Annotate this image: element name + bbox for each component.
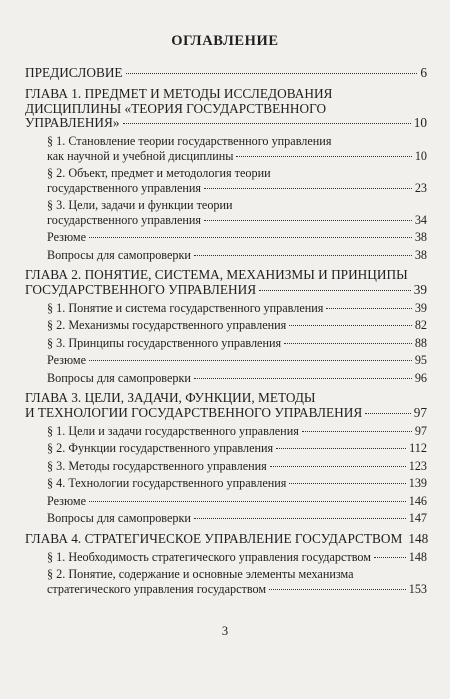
dot-leader [204, 188, 412, 189]
toc-page-number: 88 [414, 335, 427, 350]
toc-page-number: 38 [414, 230, 427, 245]
toc-entry-line [25, 532, 427, 547]
toc-page-number: 148 [408, 530, 429, 546]
toc-entry-line: § 2. Понятие, содержание и основные элементы механизма [47, 567, 354, 582]
toc-entry-line [47, 230, 427, 245]
dot-leader [269, 589, 406, 590]
toc-entry-text: § 2. Механизмы государственного управления [47, 318, 287, 333]
dot-leader [123, 123, 411, 124]
dot-leader [374, 557, 406, 558]
toc-chapter-entry [25, 268, 427, 298]
toc-entry-text: Вопросы для самопроверки [47, 247, 191, 262]
table-of-contents [25, 66, 427, 596]
toc-section-entry [25, 511, 427, 526]
toc-entry-text: УПРАВЛЕНИЯ» [25, 115, 120, 131]
toc-entry-text: ПРЕДИСЛОВИЕ [25, 65, 123, 80]
toc-page-number: 6 [420, 65, 427, 80]
toc-entry-text: § 1. Необходимость стратегического управления государством [47, 549, 371, 564]
toc-entry-line [47, 336, 427, 351]
toc-section-entry [25, 166, 427, 195]
toc-page-number: 97 [413, 405, 427, 421]
toc-entry-line [47, 424, 427, 439]
toc-entry-line [47, 353, 427, 368]
toc-entry-line [47, 318, 427, 333]
toc-entry-text: государственного управления [47, 180, 202, 195]
toc-entry-text: Вопросы для самопроверки [47, 511, 191, 526]
toc-entry-line [47, 301, 427, 316]
toc-entry-text: Резюме [47, 353, 87, 368]
toc-page-number: 146 [408, 493, 427, 508]
toc-page-number: 82 [414, 318, 427, 333]
toc-entry-text: как научной и учебной дисциплины [47, 148, 234, 163]
toc-entry-line: § 3. Цели, задачи и функции теории [47, 198, 233, 213]
dot-leader [276, 448, 406, 449]
toc-entry-line [47, 181, 427, 196]
toc-section-entry [25, 336, 427, 351]
toc-section-entry [25, 567, 427, 596]
toc-entry-line [47, 459, 427, 474]
toc-entry-line: ГЛАВА 1. ПРЕДМЕТ И МЕТОДЫ ИССЛЕДОВАНИЯ [25, 85, 333, 101]
toc-entry-line [25, 406, 427, 421]
dot-leader [365, 413, 410, 414]
toc-page-number: 39 [414, 300, 427, 315]
toc-page-number: 34 [414, 212, 427, 227]
toc-chapter-entry [25, 532, 427, 547]
dot-leader [259, 290, 411, 291]
toc-entry-text: § 2. Функции государственного управления [47, 441, 274, 456]
toc-chapter-entry [25, 391, 427, 421]
dot-leader [326, 308, 411, 309]
toc-entry-line [47, 476, 427, 491]
toc-entry-text: Резюме [47, 493, 87, 508]
toc-page-number: 147 [408, 511, 427, 526]
toc-entry-text: ГЛАВА 4. СТРАТЕГИЧЕСКОЕ УПРАВЛЕНИЕ ГОСУДАРСТВОМ [25, 530, 403, 546]
dot-leader [270, 466, 406, 467]
toc-entry-line [47, 441, 427, 456]
toc-entry-line [47, 550, 427, 565]
toc-entry-text: Резюме [47, 230, 87, 245]
toc-section-entry [25, 230, 427, 245]
dot-leader [194, 255, 412, 256]
toc-page-number: 10 [414, 148, 427, 163]
toc-entry-text: ГОСУДАРСТВЕННОГО УПРАВЛЕНИЯ [25, 281, 257, 297]
toc-entry-text: § 4. Технологии государственного управления [47, 476, 287, 491]
toc-entry-line [47, 213, 427, 228]
toc-entry-line [47, 511, 427, 526]
toc-section-entry [25, 371, 427, 386]
dot-leader [289, 325, 412, 326]
toc-page-number: 139 [408, 476, 427, 491]
toc-entry-text: § 3. Методы государственного управления [47, 458, 267, 473]
toc-page-number: 38 [414, 247, 427, 262]
toc-section-entry [25, 424, 427, 439]
toc-section-entry [25, 459, 427, 474]
toc-page-number: 123 [408, 458, 427, 473]
toc-section-entry [25, 550, 427, 565]
toc-section-entry [25, 494, 427, 509]
toc-section-entry [25, 353, 427, 368]
toc-entry-line: ДИСЦИПЛИНЫ «ТЕОРИЯ ГОСУДАРСТВЕННОГО [25, 100, 327, 116]
page-number: 3 [221, 624, 229, 638]
toc-entry-text: § 1. Понятие и система государственного управления [47, 300, 324, 315]
dot-leader [204, 220, 412, 221]
toc-entry-line: § 1. Становление теории государственного управления [47, 134, 332, 149]
dot-leader [89, 360, 412, 361]
toc-page-number: 23 [414, 180, 427, 195]
toc-page-number: 95 [414, 353, 427, 368]
toc-entry-line: ГЛАВА 2. ПОНЯТИЕ, СИСТЕМА, МЕХАНИЗМЫ И ПРИНЦИПЫ [25, 267, 408, 283]
toc-entry-text: § 3. Принципы государственного управления [47, 335, 282, 350]
toc-page-number: 96 [414, 370, 427, 385]
dot-leader [89, 501, 406, 502]
toc-section-entry [25, 198, 427, 227]
dot-leader [284, 343, 412, 344]
toc-chapter-entry [25, 87, 427, 131]
toc-entry-line: ГЛАВА 3. ЦЕЛИ, ЗАДАЧИ, ФУНКЦИИ, МЕТОДЫ [25, 390, 316, 406]
toc-page-number: 148 [408, 549, 427, 564]
toc-page-number: 97 [414, 423, 427, 438]
toc-section-entry [25, 476, 427, 491]
toc-section-entry [25, 134, 427, 163]
dot-leader [126, 73, 418, 74]
toc-entry-text: § 1. Цели и задачи государственного управления [47, 423, 299, 438]
toc-section-entry [25, 441, 427, 456]
toc-page-number: 153 [408, 581, 427, 596]
toc-entry-line [25, 116, 427, 131]
toc-page-number: 39 [413, 281, 427, 297]
toc-page-number: 10 [413, 115, 427, 131]
dot-leader [289, 483, 405, 484]
toc-page-number: 112 [409, 441, 427, 456]
toc-section-entry [25, 248, 427, 263]
toc-entry-line [47, 248, 427, 263]
toc-chapter-entry [25, 66, 427, 81]
toc-entry-line [25, 66, 427, 81]
toc-entry-text: государственного управления [47, 212, 202, 227]
toc-entry-line [47, 582, 427, 597]
dot-leader [236, 156, 411, 157]
dot-leader [89, 237, 412, 238]
toc-entry-line [47, 149, 427, 164]
dot-leader [194, 378, 412, 379]
toc-section-entry [25, 318, 427, 333]
toc-entry-line [47, 371, 427, 386]
toc-entry-text: стратегического управления государством [47, 581, 267, 596]
toc-entry-line [47, 494, 427, 509]
toc-entry-line: § 2. Объект, предмет и методология теории [47, 166, 271, 181]
toc-entry-line [25, 283, 427, 298]
dot-leader [302, 431, 412, 432]
toc-entry-text: Вопросы для самопроверки [47, 370, 191, 385]
dot-leader [194, 518, 406, 519]
page-title: ОГЛАВЛЕНИЕ [171, 33, 279, 49]
toc-entry-text: И ТЕХНОЛОГИИ ГОСУДАРСТВЕННОГО УПРАВЛЕНИЯ [25, 405, 363, 421]
toc-section-entry [25, 301, 427, 316]
